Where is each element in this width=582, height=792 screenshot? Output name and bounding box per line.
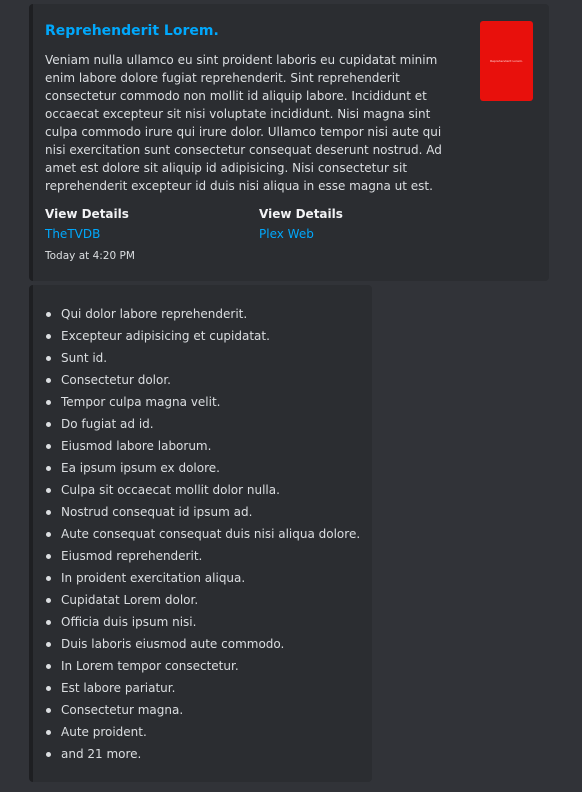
list-item: Tempor culpa magna velit.: [45, 391, 362, 413]
list-item: Qui dolor labore reprehenderit.: [45, 303, 362, 325]
embed-field-tvdb: [45, 205, 129, 243]
thumbnail-caption: Reprehenderit Lorem.: [490, 59, 523, 63]
list-item: Cupidatat Lorem dolor.: [45, 589, 362, 611]
plex-web-link[interactable]: Plex Web: [259, 227, 314, 241]
list-item: Do fugiat ad id.: [45, 413, 362, 435]
list-item: Excepteur adipisicing et cupidatat.: [45, 325, 362, 347]
list-item: Culpa sit occaecat mollit dolor nulla.: [45, 479, 362, 501]
list-item: In proident exercitation aliqua.: [45, 567, 362, 589]
list-item: Est labore pariatur.: [45, 677, 362, 699]
list-item: Aute consequat consequat duis nisi aliqua dolore.: [45, 523, 362, 545]
embed-thumbnail[interactable]: [480, 21, 533, 101]
list-item: and 21 more.: [45, 743, 362, 765]
list-item: In Lorem tempor consectetur.: [45, 655, 362, 677]
embed-description: Veniam nulla ullamco eu sint proident laboris eu cupidatat minim enim labore dolore fugiat reprehenderit. Sint reprehenderit consectetur commodo non mollit id aliquip labore. Incididunt et occaecat excepteur sit nisi voluptate incididunt. Nisi magna sint culpa commodo irure qui irure dolor. Ullamco tempor nisi aute qui nisi exercitation sunt consectetur consequat deserunt nostrud. Ad amet est dolore sit aliquip id adipisicing. Nisi consectetur sit reprehenderit excepteur id duis nisi aliqua in esse magna ut est.: [45, 53, 442, 193]
media-embed: [29, 4, 549, 281]
list-item: Officia duis ipsum nisi.: [45, 611, 362, 633]
list-item: Ea ipsum ipsum ex dolore.: [45, 457, 362, 479]
list-item: Duis laboris eiusmod aute commodo.: [45, 633, 362, 655]
list-item: Sunt id.: [45, 347, 362, 369]
list-item: Consectetur dolor.: [45, 369, 362, 391]
embed-field-plex: [259, 205, 343, 243]
field-name: View Details: [259, 207, 343, 221]
list-item: Consectetur magna.: [45, 699, 362, 721]
list-item: Aute proident.: [45, 721, 362, 743]
list-item: Eiusmod reprehenderit.: [45, 545, 362, 567]
bullet-list: [45, 303, 362, 765]
list-item: Eiusmod labore laborum.: [45, 435, 362, 457]
list-item: Nostrud consequat id ipsum ad.: [45, 501, 362, 523]
list-embed: [29, 285, 372, 782]
thetvdb-link[interactable]: TheTVDB: [45, 227, 101, 241]
embed-title-link[interactable]: Reprehenderit Lorem.: [45, 23, 219, 39]
field-name: View Details: [45, 207, 129, 221]
embed-timestamp: Today at 4:20 PM: [45, 250, 135, 262]
